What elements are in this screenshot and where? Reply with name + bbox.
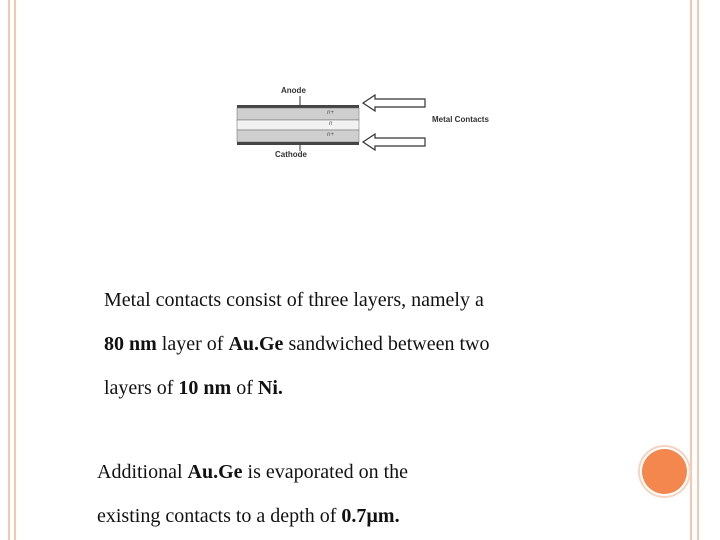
anode-label: Anode <box>281 86 306 95</box>
paragraph-1-line-2 <box>104 334 489 354</box>
device-layer-diagram <box>225 80 525 170</box>
bold-run: Au.Ge <box>228 333 284 355</box>
left-border-line-inner <box>14 0 16 540</box>
text-run: sandwiched between two <box>283 333 490 355</box>
bold-run: 10 nm <box>178 377 232 399</box>
layer-label-bottom: n+ <box>327 132 334 138</box>
paragraph-2-line-1 <box>97 462 408 482</box>
right-border-line-inner <box>697 0 699 540</box>
text-run: existing contacts to a depth of <box>97 505 342 527</box>
cathode-label: Cathode <box>275 150 307 159</box>
bold-run: Ni. <box>257 377 283 399</box>
bottom-contact-arrow <box>363 134 425 150</box>
layer-stack-drawing <box>225 80 525 170</box>
text-run: of <box>231 377 258 399</box>
text-run: is evaporated on the <box>242 461 409 483</box>
accent-circle <box>642 449 687 494</box>
paragraph-2-line-2 <box>97 506 400 526</box>
left-border-line <box>8 0 10 540</box>
paragraph-1-line-1 <box>104 290 484 310</box>
bold-run: Au.Ge <box>187 461 243 483</box>
text-run: Additional <box>97 461 188 483</box>
paragraph-1-line-3 <box>104 378 283 398</box>
layer-label-top: n+ <box>327 110 334 116</box>
text-run: Metal contacts consist of three layers, namely a <box>104 289 484 311</box>
layer-label-middle: n <box>329 121 333 127</box>
top-contact-arrow <box>363 95 425 111</box>
text-run: layer of <box>156 333 229 355</box>
text-run: layers of <box>104 377 179 399</box>
right-border-line <box>690 0 692 540</box>
metal-contacts-label: Metal Contacts <box>432 115 489 124</box>
bold-run: 0.7µm. <box>341 505 400 527</box>
bold-run: 80 nm <box>104 333 157 355</box>
